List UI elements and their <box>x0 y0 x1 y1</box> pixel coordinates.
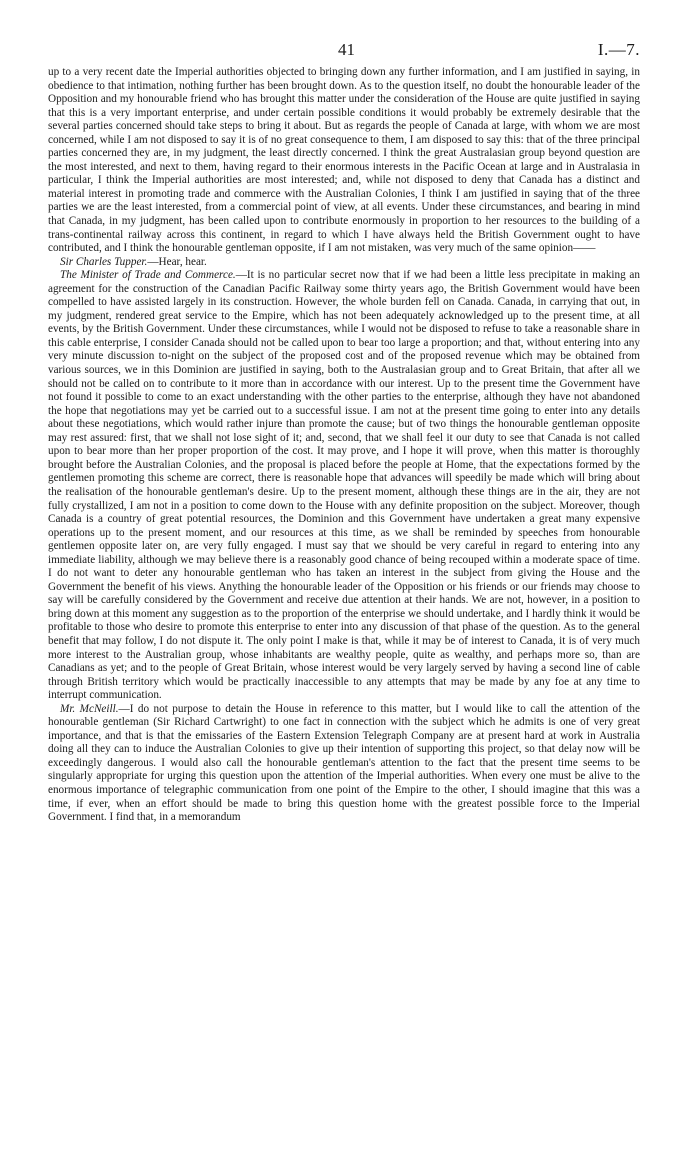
paragraph-continuation <box>48 66 640 256</box>
document-page <box>48 40 640 825</box>
paragraph-tupper <box>48 256 640 270</box>
paragraph-text: —Hear, hear. <box>147 255 207 268</box>
paragraph-minister <box>48 269 640 703</box>
paragraph-mcneill <box>48 703 640 825</box>
body-text <box>48 66 640 825</box>
document-reference: I.—7. <box>597 40 640 59</box>
speaker-name: Sir Charles Tupper. <box>60 255 148 268</box>
paragraph-text: up to a very recent date the Imperial authorities objected to bringing down any further information, and I am justified in saying, in obedience to that intimation, nothing further has been brought down. As to the question itself, no doubt the honourable leader of the Opposition and my honourable friend who has brought this matter under the consideration of the House are quite justified in saying that this is a very important enterprise, and under certain possible conditions it would probably be extremely desirable that the several parties concerned should take steps to bring it about. But as regards the people of Canada at large, with whom we are most concerned, while I am not disposed to say it is of no great consequence to them, I am disposed to say this: that of the three principal parties concerned they are, in my judgment, the least directly concerned. I think the great Australasian group beyond question are the most interested, and next to them, having regard to their enormous interests in the Pacific Ocean at large and in Australasia in particular, I think the Imperial authorities are most interested; and, while not disposed to deny that Canada has a distinct and material interest in promoting trade and commerce with the Australian Colonies, I think I am justified in saying that of the three parties we are the least interested, from a commercial point of view, at all events. Under these circumstances, and bearing in mind that Canada, in my judgment, has been called upon to contribute enormously in proportion to her resources to the building of a trans-continental railway across this continent, in regard to which I have always held the British Government ought to have contributed, and I think the honourable gentleman opposite, if I am not mistaken, was very much of the same opinion—— <box>48 66 640 255</box>
speaker-name: The Minister of Trade and Commerce. <box>60 269 236 282</box>
speaker-name: Mr. McNeill. <box>60 702 119 715</box>
paragraph-text: —It is no particular secret now that if we had been a little less precipitate in making an agreement for the construction of the Canadian Pacific Railway some thirty years ago, the British Government would have been compelled to have assisted largely in its construction. However, the whole burden fell on Canada. Canada, in carrying that out, in my judgment, rendered great service to the Empire, which has not been adequately acknowledged up to the present time, at all events, by the British Government. Under these circumstances, while I would not be disposed to refuse to take a reasonable share in this cable enterprise, I consider Canada should not be called upon to bear too large a proportion; and that, without entering into any very minute discussion to-night on the subject of the proposed cost and of the proposed revenue which may be obtained from various sources, we in this Dominion are justified in saying, both to the Australasian group and to Great Britain, that after all we should not be called on to contribute to it more than in accordance with our interest. Up to the present time the Government have not found it possible to come to an exact understanding with the other parties to the enterprise, although they have not abandoned the hope that negotiations may yet be carried out to a successful issue. I am not at the present time going to enter into any details about these negotiations, which would rather injure than promote the cause; but of two things the honourable gentleman opposite may rest assured: first, that we shall not lose sight of it; and, second, that we shall feel it our duty to see that Canada is not called upon to bear more than her proper proportion of the cost. It may prove, and I hope it will prove, when this matter is thoroughly brought before the Australian Colonies, and the proposal is placed before the people at Home, that the expectations formed by the gentlemen promoting this scheme are correct, there is reasonable hope that advances will speedily be made which will bring about the realisation of the honourable gentleman's desire. Up to the present moment, although these things are in the air, they are not fully crystallized, I am not in a position to come down to the House with any definite proposition on the subject. Moreover, though Canada is a country of great potential resources, the Dominion and this Government have undertaken a great many expensive operations up to the present moment, and our resources at this time, as we shall be reminded by speeches from honourable gentlemen opposite later on, are very fully engaged. I must say that we should be very careful in regard to entering into any immediate liability, although we may believe there is a reasonably good chance of being recouped within a moderate space of time. I do not want to deter any honourable gentleman who has taken an interest in the subject from giving the House and the Government the benefit of his views. Anything the honourable leader of the Opposition or his friends or our friends may choose to say will be carefully considered by the Government and receive due attention at their hands. We are not, however, in a position to bring down at this moment any suggestion as to the proportion of the enterprise we should undertake, and I hardly think it would be profitable to those who desire to promote this enterprise to enter into any discussion of that phase of the question. As to the general benefit that may follow, I do not dispute it. The only point I make is that, while it may be of interest to Canada, it is of very much more interest to the Australian group, whose inhabitants are wealthy people, quite as wealthy, and perhaps more so, than are Canadians as yet; and to the people of Great Britain, whose interest would be very largely served by having a second line of cable through British territory which would be practically inaccessible to any attempts that may be made by any foe at any time to interrupt communication. <box>48 269 640 702</box>
page-header <box>48 40 640 66</box>
page-number: 41 <box>338 40 355 59</box>
paragraph-text: —I do not purpose to detain the House in reference to this matter, but I would like to call the attention of the honourable gentleman (Sir Richard Cartwright) to one fact in connection with the subject which he admits is one of very great importance, and that is that the emissaries of the Eastern Extension Telegraph Company are at present hard at work in Australia doing all they can to induce the Australian Colonies to give up their intention of supporting this project, so that delay now will be exceedingly dangerous. I would also call the honourable gentleman's attention to the fact that the present time seems to be singularly appropriate for urging this question upon the attention of the Imperial authorities. When every one must be alive to the enormous importance of telegraphic communication from one point of the Empire to the other, I should imagine that this was a time, if ever, when an effort should be made to bring this question home with the greatest possible force to the Imperial Government. I find that, in a memorandum <box>48 702 640 824</box>
